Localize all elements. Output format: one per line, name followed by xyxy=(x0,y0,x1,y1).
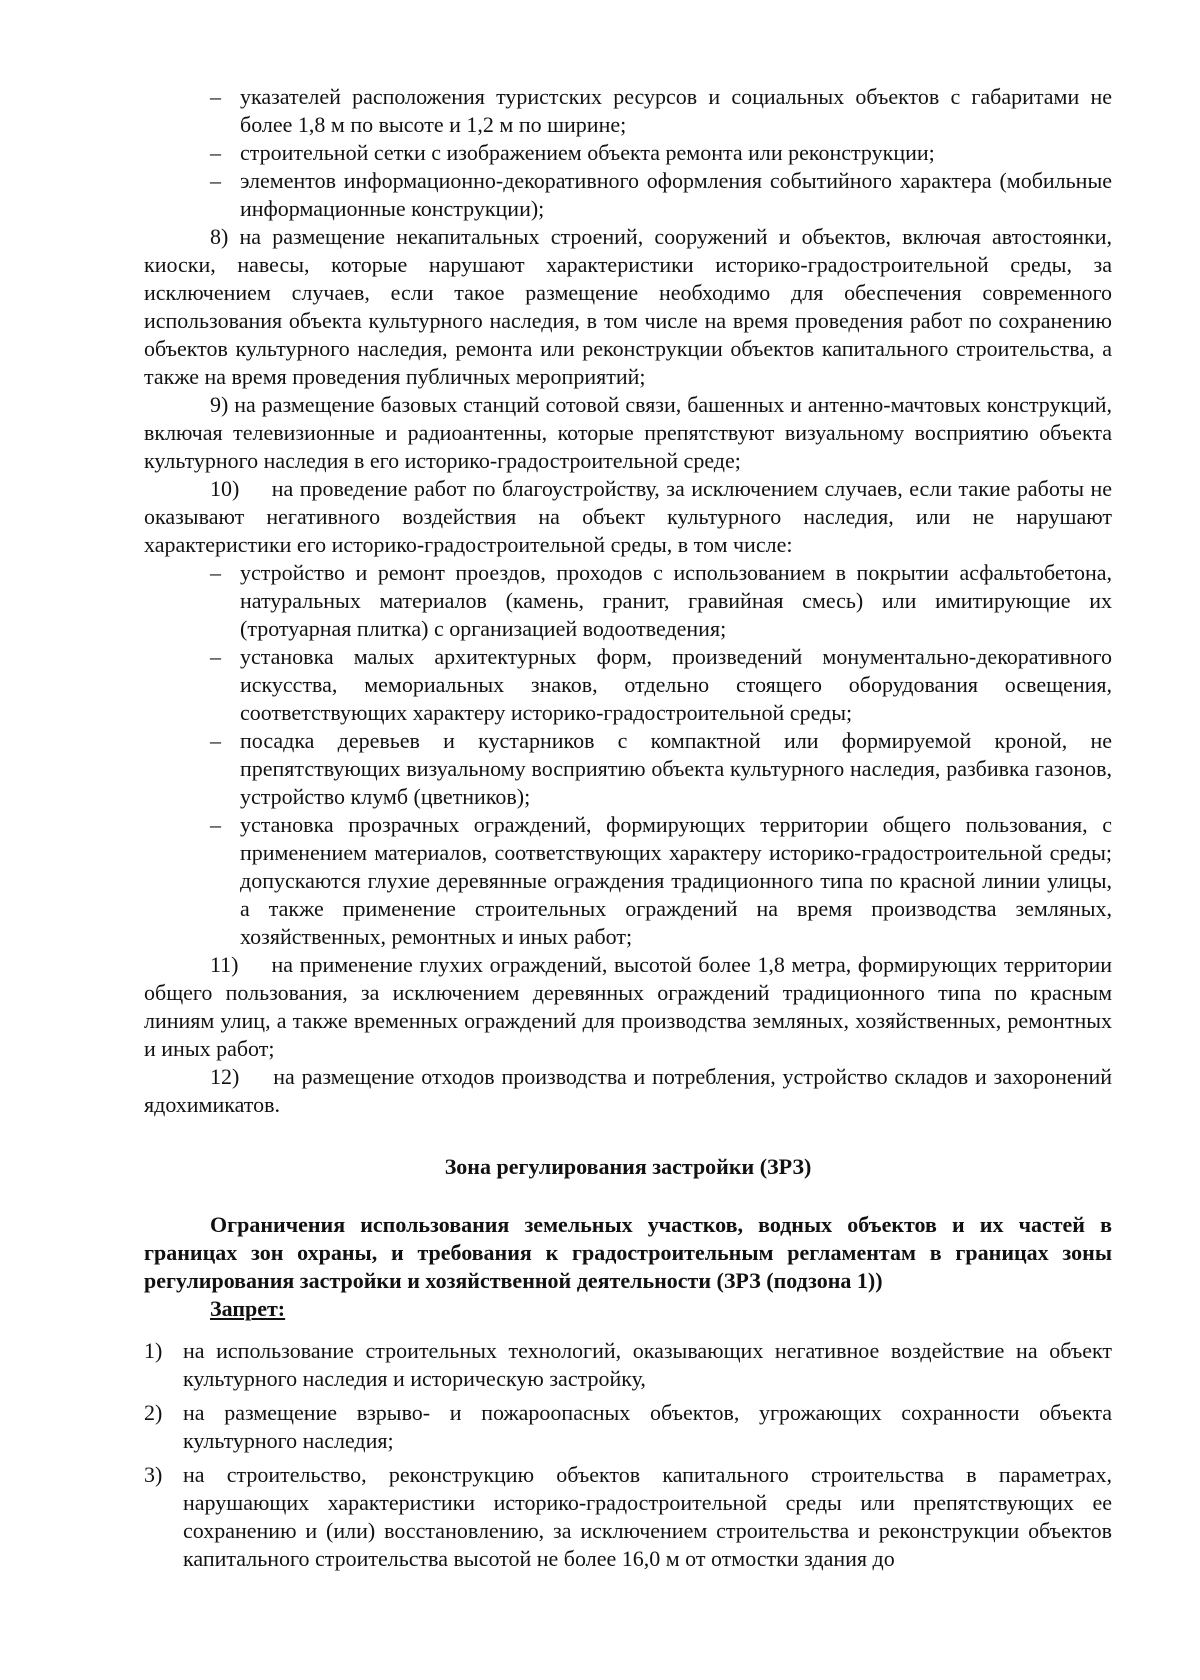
prohibition-label: Запрет: xyxy=(210,1296,286,1321)
item-number: 3) xyxy=(144,1462,163,1487)
list-item-text: установка малых архитектурных форм, произведений монументально-декоративного искусства, мемориальных знаков, отдельно стоящего оборудования освещения, соответствующих характеру историко-градостроительной среды; xyxy=(240,644,1112,725)
numbered-list-item xyxy=(144,1461,1112,1573)
list-item xyxy=(144,643,1112,727)
dash-marker: – xyxy=(210,644,221,669)
document-page xyxy=(144,83,1118,1579)
numbered-list-item xyxy=(144,1337,1112,1393)
list-item xyxy=(144,83,1112,139)
dash-marker: – xyxy=(210,560,221,585)
paragraph-item-11: 11) на применение глухих ограждений, высотой более 1,8 метра, формирующих территории общего пользования, за исключением деревянных ограждений традиционного типа по красным линиям улиц, а также временных ограждений для производства земляных, хозяйственных, ремонтных и иных работ; xyxy=(144,952,1118,1061)
list-item xyxy=(144,559,1112,643)
item-number: 2) xyxy=(144,1400,163,1425)
list-item xyxy=(144,727,1112,811)
paragraph-item-9: 9) на размещение базовых станций сотовой связи, башенных и антенно-мачтовых конструкций, включая телевизионные и радиоантенны, которые препятствуют визуальному восприятию объекта культурного наследия в его историко-градостроительной среде; xyxy=(144,392,1112,473)
dash-list-2 xyxy=(144,559,1112,951)
list-item-text: строительной сетки с изображением объекта ремонта или реконструкции; xyxy=(240,140,935,165)
dash-marker: – xyxy=(210,84,221,109)
list-item xyxy=(144,139,1112,167)
dash-marker: – xyxy=(210,168,221,193)
dash-marker: – xyxy=(210,728,221,753)
list-item-text: на строительство, реконструкцию объектов капитального строительства в параметрах, нарушающих характеристики историко-градостроительной среды или препятствующих ее сохранению и (или) восстановлению, за исключением строительства и реконструкции объектов капитального строительства высотой не более 16,0 м от отмостки здания до xyxy=(183,1462,1112,1571)
list-item xyxy=(144,811,1112,951)
numbered-list-item xyxy=(144,1399,1112,1455)
list-item-text: устройство и ремонт проездов, проходов с использованием в покрытии асфальтобетона, натуральных материалов (камень, гранит, гравийная смесь) или имитирующие их (тротуарная плитка) с организацией водоотведения; xyxy=(240,560,1112,641)
paragraph-item-8: 8) на размещение некапитальных строений, сооружений и объектов, включая автостоянки, киоски, навесы, которые нарушают характеристики историко-градостроительной среды, за исключением случаев, если такое размещение необходимо для обеспечения современного использования объекта культурного наследия, в том числе на время проведения работ по сохранению объектов культурного наследия, ремонта или реконструкции объектов капитального строительства, а также на время проведения публичных мероприятий; xyxy=(144,224,1112,389)
list-item-text: на размещение взрыво- и пожароопасных объектов, угрожающих сохранности объекта культурного наследия; xyxy=(183,1400,1112,1453)
zone-title: Зона регулирования застройки (ЗРЗ) xyxy=(444,1154,812,1179)
list-item-text: на использование строительных технологий, оказывающих негативное воздействие на объект культурного наследия и историческую застройку, xyxy=(183,1338,1112,1391)
paragraph-item-12: 12) на размещение отходов производства и потребления, устройство складов и захоронений ядохимикатов. xyxy=(144,1064,1118,1117)
dash-marker: – xyxy=(210,140,221,165)
dash-list-1 xyxy=(144,83,1112,223)
list-item-text: указателей расположения туристских ресурсов и социальных объектов с габаритами не более 1,8 м по высоте и 1,2 м по ширине; xyxy=(240,84,1112,137)
list-item-text: установка прозрачных ограждений, формирующих территории общего пользования, с применением материалов, соответствующих характеру историко-градостроительной среды; допускаются глухие деревянные ограждения традиционного типа по красной линии улицы, а также применение строительных ограждений на время производства земляных, хозяйственных, ремонтных и иных работ; xyxy=(240,812,1112,949)
list-item-text: элементов информационно-декоративного оформления событийного характера (мобильные информационные конструкции); xyxy=(240,168,1112,221)
numbered-list xyxy=(144,1337,1112,1573)
list-item xyxy=(144,167,1112,223)
restrictions-title: Ограничения использования земельных участков, водных объектов и их частей в границах зон охраны, и требования к градостроительным регламентам в границах зоны регулирования застройки и хозяйственной деятельности (ЗРЗ (подзона 1)) xyxy=(144,1212,1112,1293)
list-item-text: посадка деревьев и кустарников с компактной или формируемой кроной, не препятствующих визуальному восприятию объекта культурного наследия, разбивка газонов, устройство клумб (цветников); xyxy=(240,728,1112,809)
item-number: 1) xyxy=(144,1338,163,1363)
paragraph-item-10: 10) на проведение работ по благоустройству, за исключением случаев, если такие работы не оказывают негативного воздействия на объект культурного наследия, или не нарушают характеристики его историко-градостроительной среды, в том числе: xyxy=(144,476,1118,557)
dash-marker: – xyxy=(210,812,221,837)
